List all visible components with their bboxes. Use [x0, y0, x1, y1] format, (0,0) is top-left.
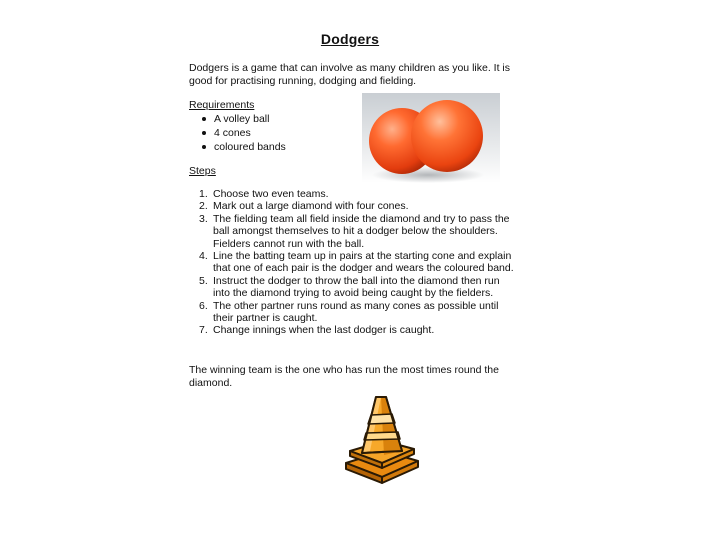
list-item: 2. Mark out a large diamond with four cones. — [199, 200, 409, 213]
requirements-list — [189, 112, 286, 154]
intro-paragraph: Dodgers is a game that can involve as many children as you like. It is good for practising running, dodging and fielding. — [189, 62, 510, 87]
list-item: 4 cones — [189, 126, 286, 140]
list-item: 3. The fielding team all field inside the diamond and try to pass the ball amongst themselves to hit a dodger below the shoulders. Fielders cannot run with the ball. — [199, 212, 510, 250]
page-title: Dodgers — [320, 31, 380, 47]
steps-list — [189, 188, 519, 337]
steps-heading: Steps — [189, 165, 216, 177]
list-item: coloured bands — [189, 140, 286, 154]
list-item: 7. Change innings when the last dodger is caught. — [199, 324, 435, 337]
orange-balls-photo — [362, 93, 500, 183]
list-item: 1. Choose two even teams. — [199, 188, 329, 200]
list-item: 4. Line the batting team up in pairs at the starting cone and explain that one of each pair is the dodger and wears the coloured band. — [199, 250, 514, 275]
outro-paragraph: The winning team is the one who has run the most times round the diamond. — [189, 364, 499, 389]
list-item: 5. Instruct the dodger to throw the ball into the diamond then run into the diamond trying to avoid being caught by the fielders. — [199, 274, 500, 300]
list-item: 6. The other partner runs round as many cones as possible until their partner is caught. — [199, 299, 499, 325]
requirements-heading: Requirements — [189, 99, 255, 111]
traffic-cone-icon — [340, 393, 424, 485]
list-item: A volley ball — [189, 112, 286, 126]
